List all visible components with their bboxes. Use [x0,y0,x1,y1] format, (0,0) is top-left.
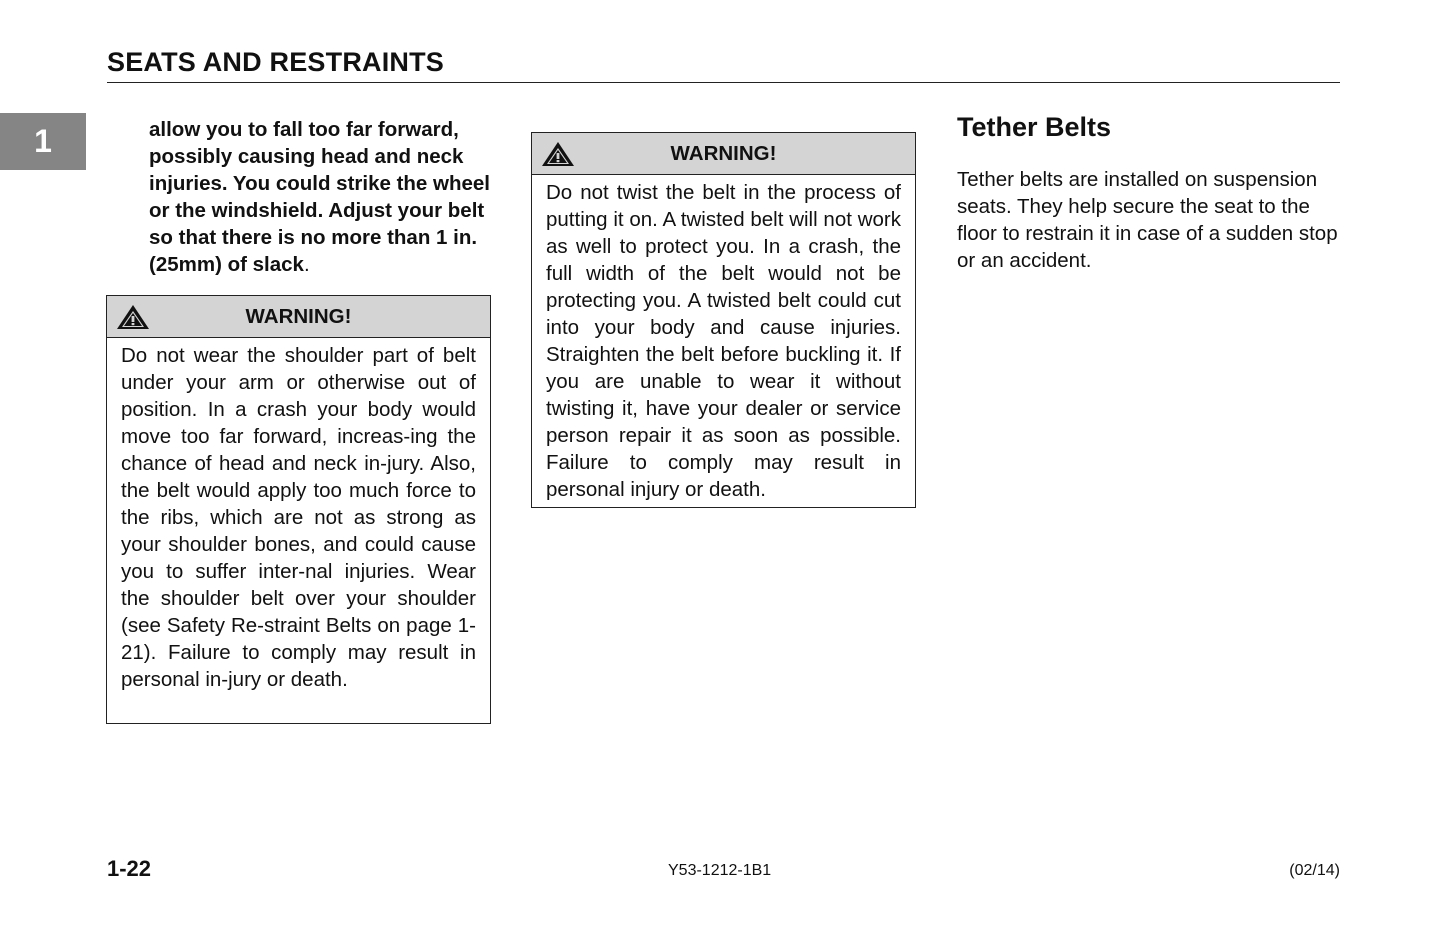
continued-paragraph-tail: . [303,253,310,276]
warning-box-twisted-belt [531,132,916,508]
continued-paragraph [149,116,494,278]
warning-header [532,133,915,175]
warning-header [107,296,490,338]
warning-triangle-icon [116,304,150,330]
warning-text: Do not twist the belt in the process of putting it on. A twisted belt will not work as well to protect you. In a crash, the full width of the belt would not be protecting you. A twisted belt could cut into your body and cause injuries. Straighten the belt before buckling it. If you are unable to wear it without twisting it, have your dealer or service person repair it as soon as possible. Failure to comply may result in personal injury or death. [546,181,901,501]
document-code: Y53-1212-1B1 [668,862,772,879]
chapter-number: 1 [34,123,52,159]
chapter-tab [0,113,86,170]
header-divider [107,82,1340,83]
warning-box-shoulder-belt [106,295,491,724]
tether-belts-heading: Tether Belts [957,112,1112,142]
page-number: 1-22 [107,856,152,881]
warning-title: WARNING! [245,304,352,328]
warning-triangle-icon [541,141,575,167]
section-title: SEATS AND RESTRAINTS [107,47,445,77]
continued-paragraph-bold: allow you to fall too far forward, possibly causing head and neck injuries. You could strike the wheel or the windshield. Adjust your belt so that there is no more than 1 in. (25mm) of slack [149,118,490,276]
warning-title: WARNING! [670,141,777,165]
revision-date: (02/14) [1289,862,1340,879]
tether-belts-paragraph: Tether belts are installed on suspension seats. They help secure the seat to the floor to restrain it in case of a sudden stop or an accident. [957,168,1338,272]
warning-text: Do not wear the shoulder part of belt under your arm or otherwise out of position. In a crash your body would move too far forward, increas-ing the chance of head and neck in-jury. Also, the belt would apply too much force to the ribs, which are not as strong as your shoulder bones, and could cause you to suffer inter-nal injuries. Wear the shoulder belt over your shoulder (see Safety Re-straint Belts on page 1-21). Failure to comply may result in personal in-jury or death. [121,344,476,691]
